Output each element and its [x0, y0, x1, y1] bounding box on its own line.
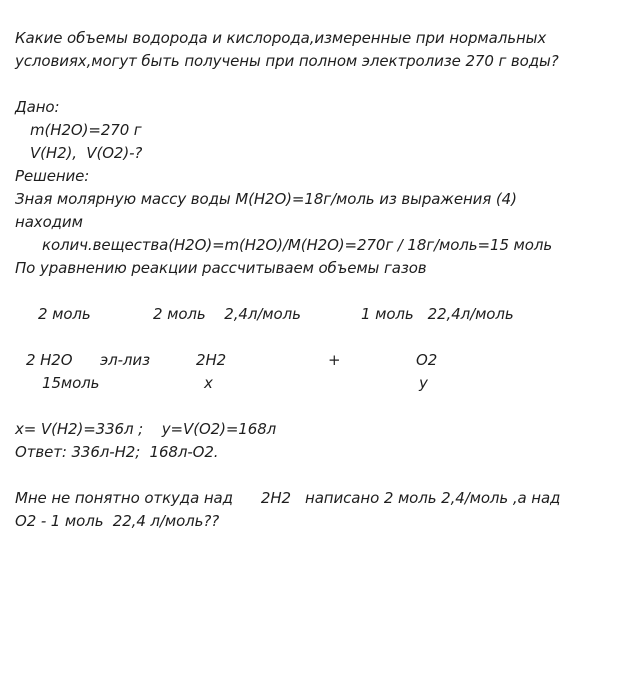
reaction-above-o2: 1 моль 22,4л/моль — [361, 305, 514, 323]
reaction-above-h2: 2 моль 2,4л/моль — [153, 305, 301, 323]
solution-text-3: По уравнению реакции рассчитываем объемы газов — [15, 259, 427, 277]
reaction-below-h2: x — [204, 374, 213, 392]
solution-heading: Решение: — [15, 167, 90, 185]
result-answer: Ответ: 336л-H2; 168л-O2. — [15, 443, 219, 461]
given-mass: m(H2O)=270 г — [30, 121, 142, 139]
reaction-arrow-label: эл-лиз — [100, 351, 150, 369]
question-line-2: условиях,могут быть получены при полном электролизе 270 г воды? — [15, 52, 559, 70]
reaction-below-o2: y — [419, 374, 428, 392]
solution-text-1: Зная молярную массу воды M(H2O)=18г/моль из выражения (4) — [15, 190, 517, 208]
given-find: V(H2), V(O2)-? — [30, 144, 143, 162]
reaction-product-o2: O2 — [416, 351, 438, 369]
given-heading: Дано: — [15, 98, 60, 116]
comment-line-1: Мне не понятно откуда над 2H2 написано 2 моль 2,4/моль ,а над — [15, 489, 561, 507]
reaction-below-h2o: 15моль — [42, 374, 100, 392]
question-line-1: Какие объемы водорода и кислорода,измеренные при нормальных — [15, 29, 547, 47]
result-line-1: x= V(H2)=336л ; y=V(O2)=168л — [15, 420, 277, 438]
reaction-reactant: 2 H2O — [26, 351, 73, 369]
comment-line-2: O2 - 1 моль 22,4 л/моль?? — [15, 512, 220, 530]
solution-calc: колич.вещества(H2O)=m(H2O)/M(H2O)=270г / 18г/моль=15 моль — [42, 236, 553, 254]
solution-text-2: находим — [15, 213, 83, 231]
reaction-product-h2: 2H2 — [196, 351, 227, 369]
reaction-plus: + — [328, 351, 341, 369]
reaction-above-h2o: 2 моль — [38, 305, 91, 323]
